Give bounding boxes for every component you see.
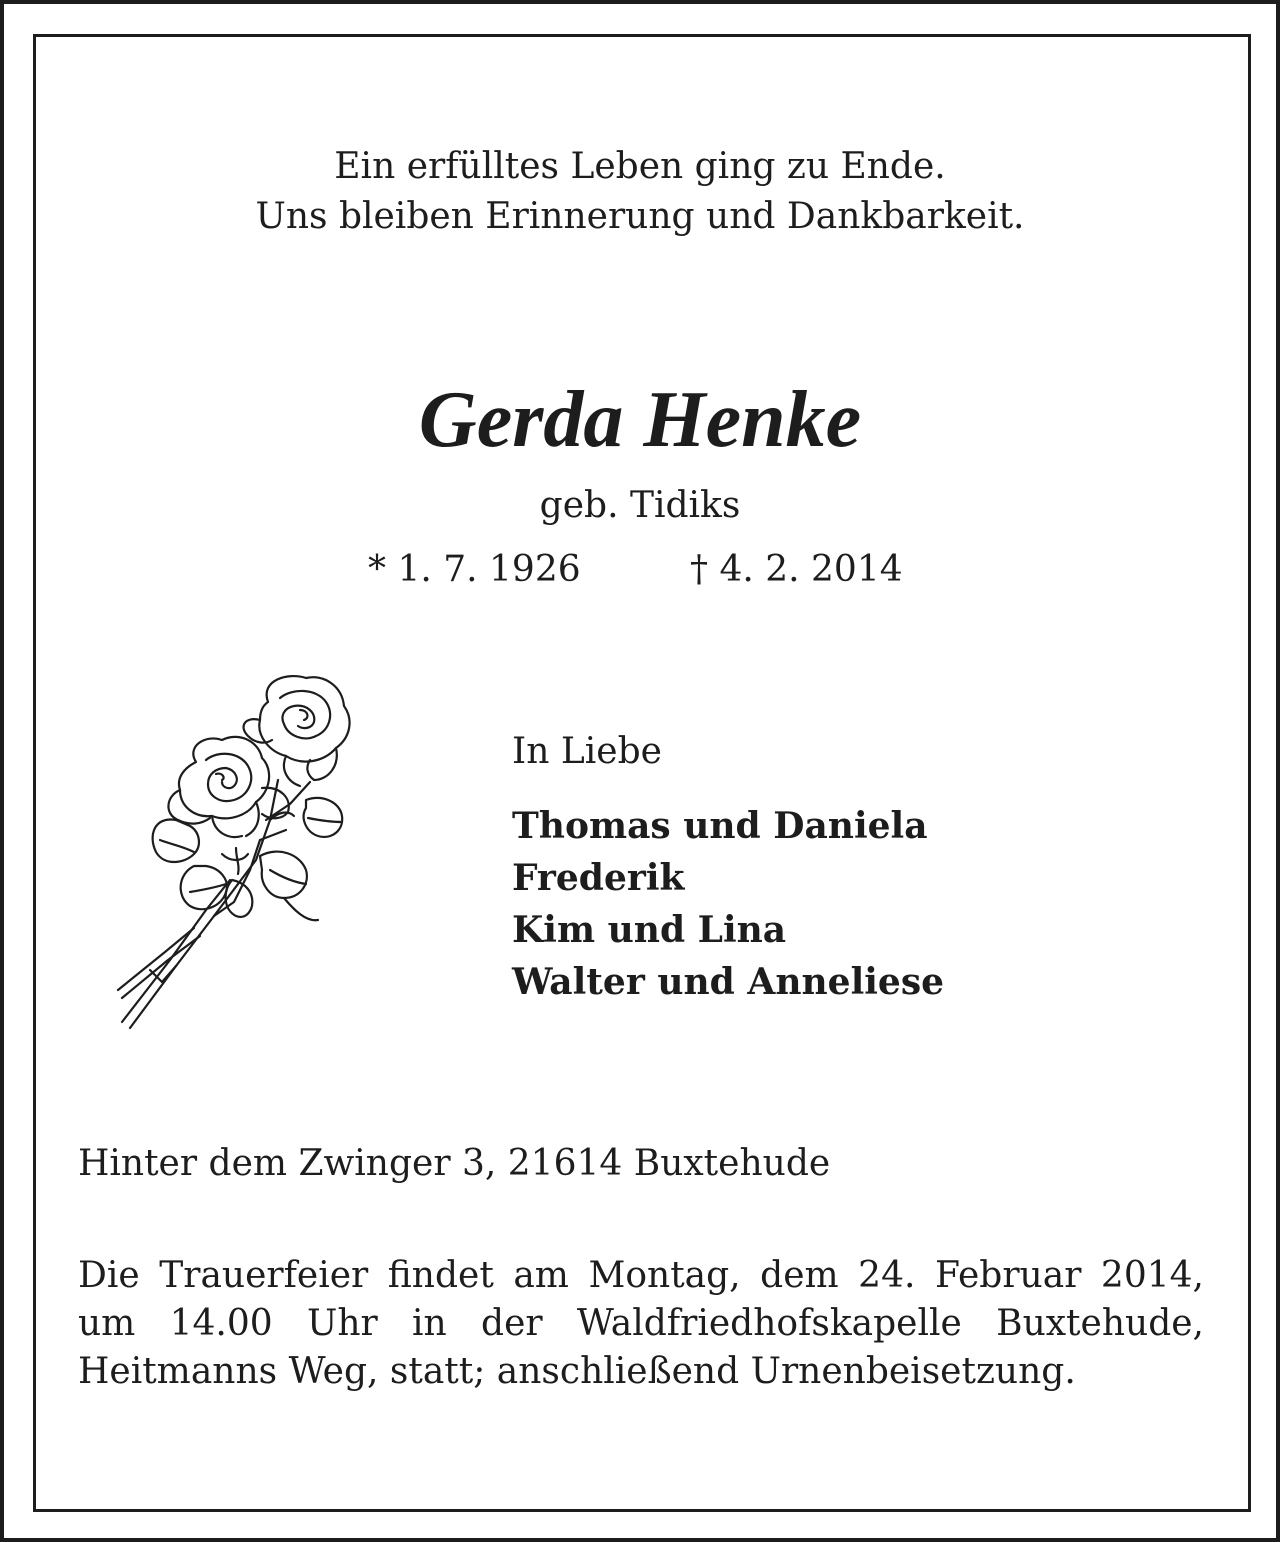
maiden-name: geb. Tidiks	[539, 485, 741, 526]
motto	[0, 142, 1280, 242]
motto-line-2: Uns bleiben Erinnerung und Dankbarkeit.	[255, 196, 1025, 237]
ceremony-line: um 14.00 Uhr in der Waldfriedhofskapelle Buxtehude,	[78, 1303, 1204, 1344]
deceased-name: Gerda Henke	[418, 376, 862, 464]
mourners-intro: In Liebe	[512, 731, 662, 772]
mourner-name: Kim und Lina	[512, 909, 787, 951]
mourner-name: Walter und Anneliese	[512, 961, 944, 1003]
motto-line-1: Ein erfülltes Leben ging zu Ende.	[334, 146, 946, 187]
address: Hinter dem Zwinger 3, 21614 Buxtehude	[78, 1143, 831, 1184]
death-date: † 4. 2. 2014	[690, 549, 903, 590]
ceremony-line: Die Trauerfeier findet am Montag, dem 24. Februar 2014,	[78, 1255, 1204, 1296]
ceremony-line: Heitmanns Weg, statt; anschließend Urnenbeisetzung.	[78, 1351, 1076, 1392]
ceremony-notice	[78, 1252, 1204, 1396]
birth-date: * 1. 7. 1926	[368, 549, 581, 590]
roses-icon	[110, 670, 360, 1035]
mourners-list	[512, 800, 944, 1008]
mourner-name: Frederik	[512, 857, 685, 899]
mourner-name: Thomas und Daniela	[512, 805, 928, 847]
